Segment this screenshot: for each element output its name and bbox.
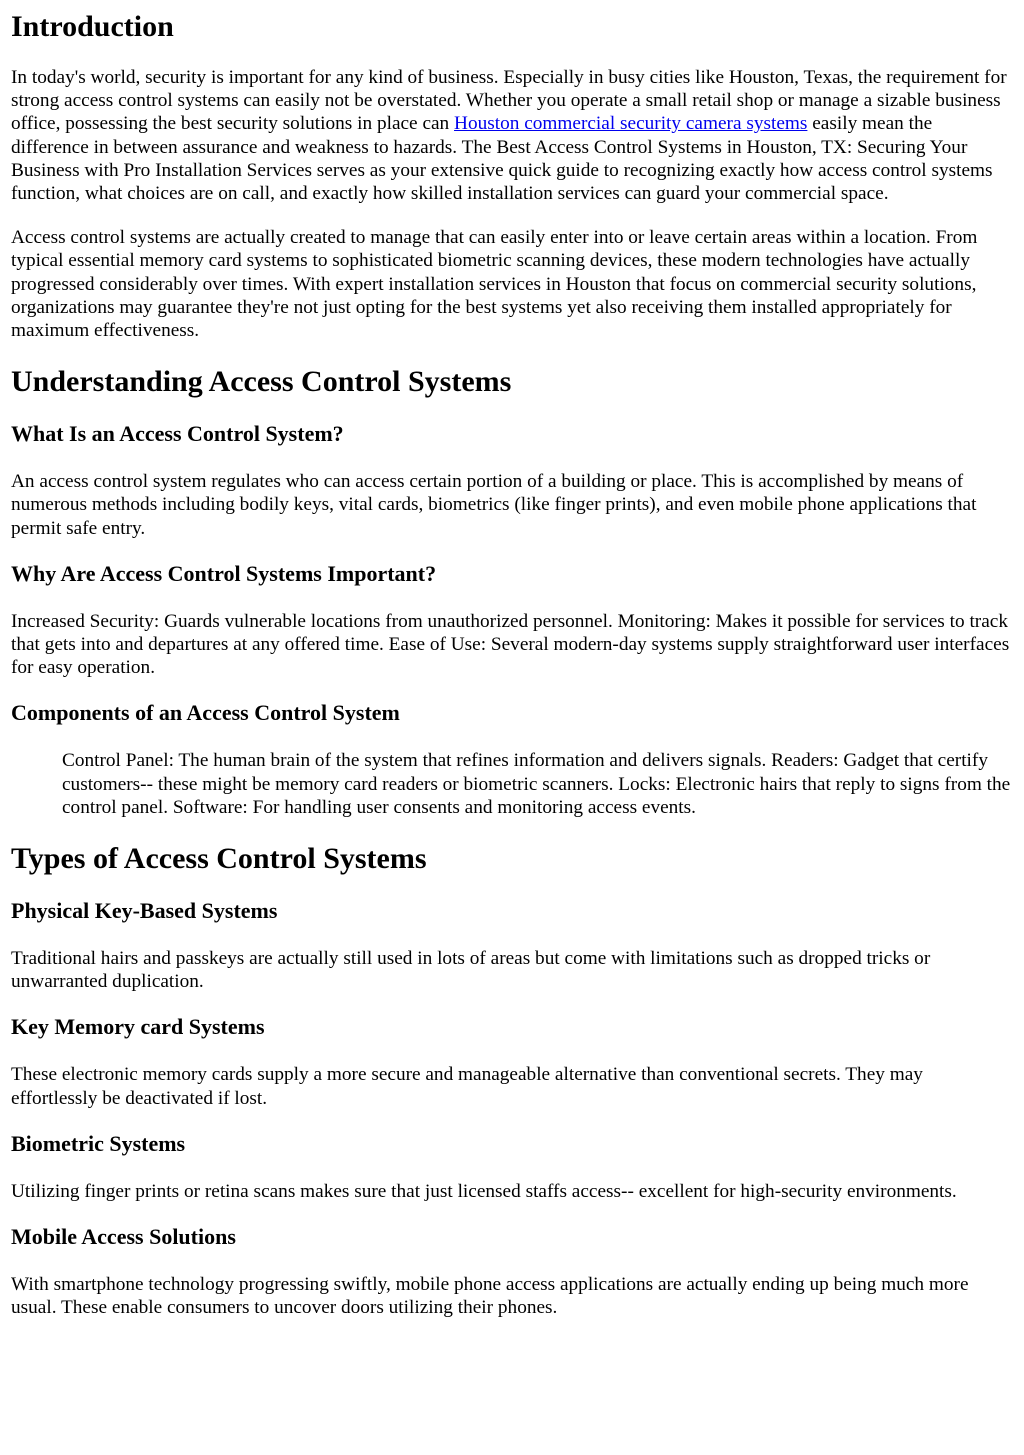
what-is-heading: What Is an Access Control System? [11, 421, 344, 447]
intro-p1-text-after: easily mean the difference in between assurance and weakness to hazards. The Best Access Control Systems in Houston, TX: Securing Your Business with Pro Installation Services serves as your extensive quick guide to recognizing exactly how access control systems function, what choices are on call, and exactly how skilled installation services can guard your commercial space. [11, 113, 993, 205]
components-heading: Components of an Access Control System [11, 700, 400, 726]
biometric-text: Utilizing finger prints or retina scans makes sure that just licensed staffs access-- excellent for high-security environments. [11, 1180, 957, 1202]
intro-p1-text-before: In today's world, security is important for any kind of business. Especially in busy cities like Houston, Texas, the requirement for strong access control systems can easily not be overstated. Whether you operate a small retail shop or manage a sizable business office, possessing the best security solutions in place can [11, 67, 1007, 135]
intro-heading: Introduction [11, 10, 174, 43]
why-important-text: Increased Security: Guards vulnerable locations from unauthorized personnel. Monitoring: Makes it possible for services to track that gets into and departures at any offered time. Ease of Use: Several modern-day systems supply straightforward user interfaces for easy operation. [11, 610, 1010, 679]
why-important-heading: Why Are Access Control Systems Important? [11, 560, 437, 586]
key-card-heading: Key Memory card Systems [11, 1014, 265, 1040]
what-is-text: An access control system regulates who can access certain portion of a building or place. This is accomplished by means of numerous methods including bodily keys, vital cards, biometrics (like finger prints), and even mobile phone applications that permit safe entry. [11, 471, 977, 539]
security-camera-link[interactable]: Houston commercial security camera systems [454, 113, 808, 135]
mobile-access-heading: Mobile Access Solutions [11, 1224, 236, 1250]
understanding-heading: Understanding Access Control Systems [11, 365, 512, 399]
article [0, 9, 1024, 1319]
mobile-access-text: With smartphone technology progressing swiftly, mobile phone access applications are actually ending up being much more usual. These enable consumers to uncover doors utilizing their phones. [11, 1274, 969, 1319]
types-heading: Types of Access Control Systems [11, 842, 427, 876]
biometric-heading: Biometric Systems [11, 1130, 186, 1156]
physical-key-heading: Physical Key-Based Systems [11, 898, 278, 924]
components-text: Control Panel: The human brain of the system that refines information and delivers signals. Readers: Gadget that certify customers-- these might be memory card readers or biometric scanners. Locks: Electronic hairs that reply to signs from the control panel. Software: For handling user consents and monitoring access events. [62, 750, 1011, 818]
intro-paragraph-1 [11, 66, 1013, 205]
key-card-text: These electronic memory cards supply a more secure and manageable alternative than conventional secrets. They may effortlessly be deactivated if lost. [11, 1064, 923, 1109]
intro-paragraph-2: Access control systems are actually created to manage that can easily enter into or leave certain areas within a location. From typical essential memory card systems to sophisticated biometric scanning devices, these modern technologies have actually progressed considerably over times. With expert installation services in Houston that focus on commercial security solutions, organizations may guarantee they're not just opting for the best systems yet also receiving them installed appropriately for maximum effectiveness. [11, 227, 978, 342]
physical-key-text: Traditional hairs and passkeys are actually still used in lots of areas but come with limitations such as dropped tricks or unwarranted duplication. [11, 948, 931, 993]
